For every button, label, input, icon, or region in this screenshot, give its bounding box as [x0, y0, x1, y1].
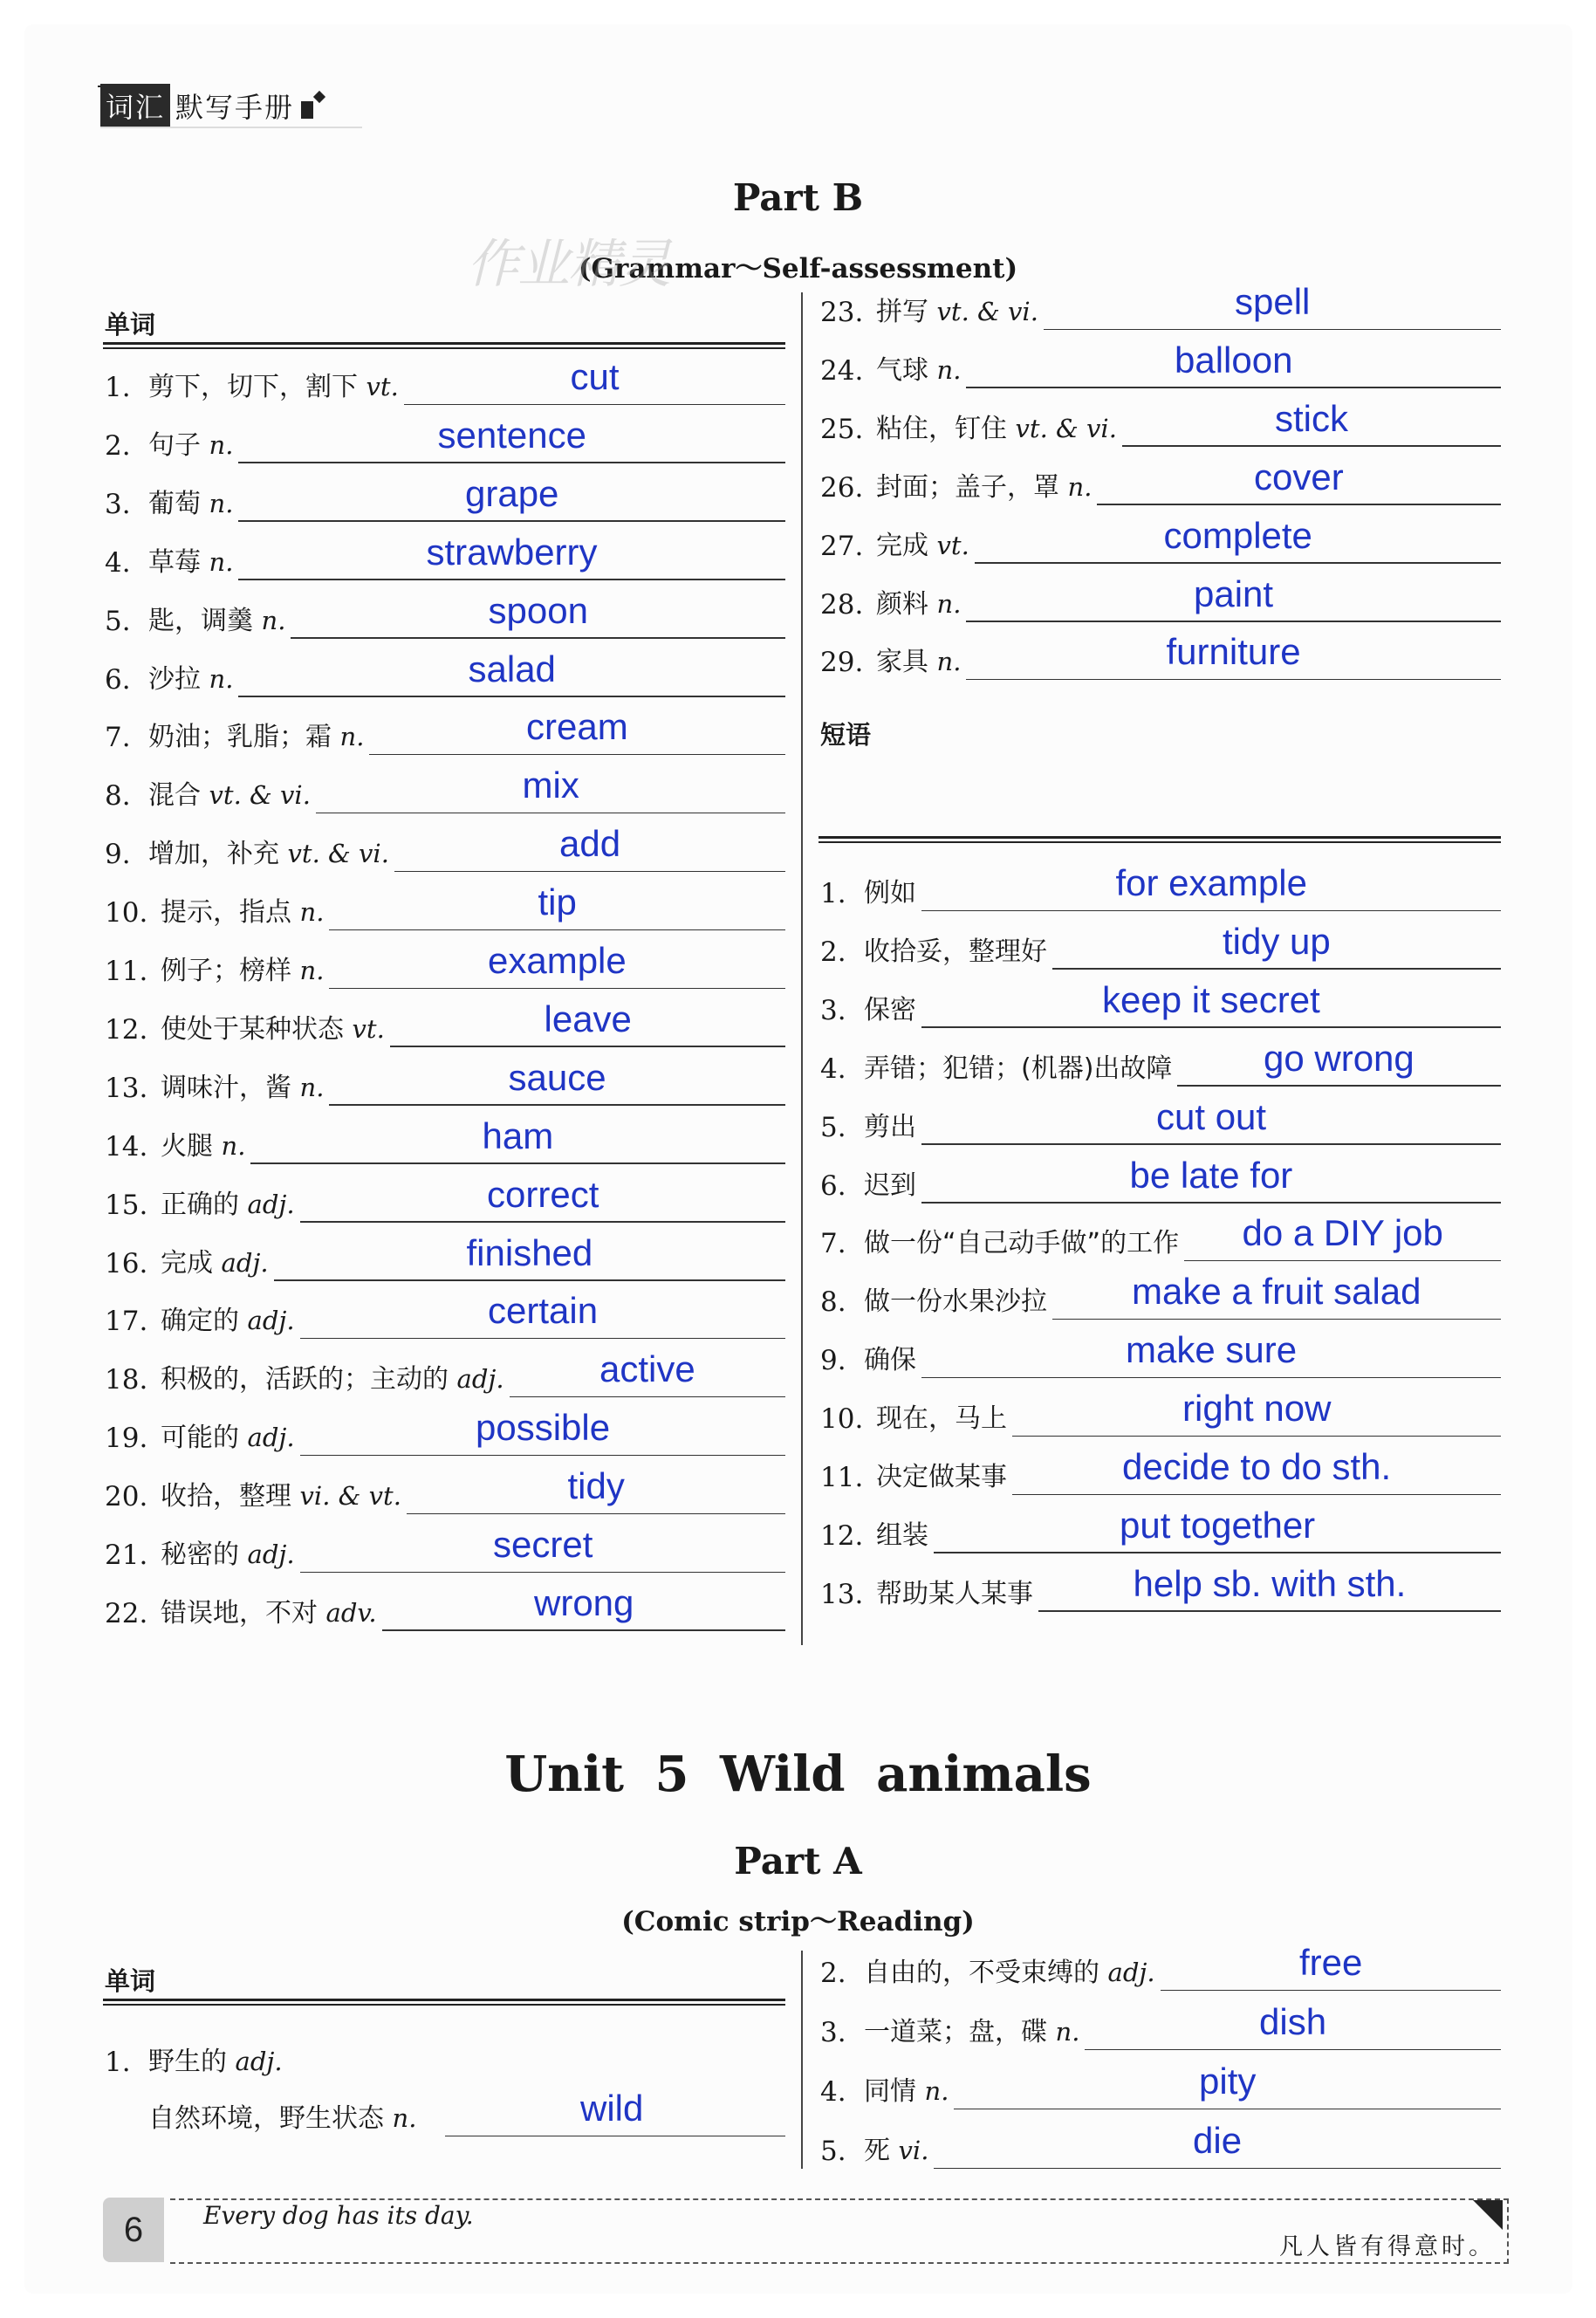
entry-number: 27. — [820, 530, 864, 562]
entry-number: 8. — [105, 780, 131, 813]
answer-line[interactable] — [1122, 445, 1501, 447]
entry-number: 24. — [820, 354, 864, 387]
vocab-entry — [820, 397, 1501, 450]
answer-text: tidy — [567, 1465, 625, 1507]
answer-text: die — [1193, 2120, 1243, 2161]
entry-number: 20. — [105, 1481, 148, 1513]
entry-label: 做一份“自己动手做”的工作 — [864, 1228, 1180, 1259]
page-number: 6 — [103, 2198, 164, 2262]
answer-line[interactable] — [1177, 1085, 1501, 1087]
entry-label: 增加，补充 vt. & vi. — [148, 839, 389, 870]
entry-number: 6. — [105, 663, 131, 696]
vocab-entry — [105, 706, 785, 758]
vocab-entry — [105, 1173, 785, 1226]
entry-label: 错误地，不对 adv. — [161, 1597, 377, 1629]
entry-number: 9. — [820, 1345, 846, 1377]
answer-text: put together — [1120, 1504, 1316, 1546]
words-heading-rule — [103, 342, 785, 349]
phrase-entry — [820, 862, 1501, 915]
entry-number: 5. — [820, 2136, 846, 2167]
answer-line[interactable] — [329, 988, 785, 990]
entry-number: 18. — [105, 1364, 148, 1396]
vocab-entry — [105, 1465, 785, 1518]
unit-title: Unit 5 Wild animals — [504, 1745, 1092, 1803]
answer-text: cut out — [1156, 1095, 1267, 1137]
vocab-entry — [105, 1407, 785, 1459]
answer-text: make sure — [1126, 1329, 1298, 1371]
entry-number: 4. — [820, 2076, 846, 2108]
entry-label: 组装 — [876, 1519, 928, 1551]
entry-label: 自由的，不受束缚的 adj. — [864, 1958, 1155, 1988]
entry-label: 火腿 n. — [161, 1130, 246, 1162]
vocab-entry — [105, 2040, 785, 2083]
entry-number: 3. — [820, 994, 846, 1026]
answer-line[interactable] — [238, 520, 785, 522]
footer-motto-chinese: 凡人皆有得意时。 — [1279, 2233, 1496, 2260]
entry-number: 11. — [105, 956, 148, 987]
entry-label: 自然环境，野生状态 n. — [148, 2103, 417, 2134]
vocab-entry — [105, 1114, 785, 1168]
vocab-entry — [820, 2061, 1501, 2113]
entry-label: 弄错；犯错；(机器)出故障 — [864, 1053, 1173, 1084]
answer-line[interactable] — [238, 696, 785, 697]
answer-text: free — [1299, 1942, 1363, 1983]
phrase-entry — [820, 1212, 1501, 1265]
entry-label: 帮助某人某事 — [876, 1578, 1033, 1609]
answer-line[interactable] — [300, 1572, 785, 1574]
phrase-entry — [820, 920, 1501, 973]
answer-line[interactable] — [510, 1396, 785, 1398]
answer-text: mix — [522, 765, 579, 806]
answer-line[interactable] — [966, 387, 1501, 388]
entry-number: 5. — [105, 605, 131, 637]
vocab-entry — [820, 514, 1501, 567]
column-divider — [801, 292, 803, 1645]
vocab-entry — [105, 414, 785, 467]
answer-line[interactable] — [1161, 1990, 1501, 1992]
answer-text: make a fruit salad — [1132, 1271, 1421, 1313]
answer-line[interactable] — [407, 1513, 785, 1515]
entry-number: 8. — [820, 1286, 846, 1319]
entry-label: 草莓 n. — [148, 546, 234, 578]
vocab-entry — [105, 765, 785, 817]
vocab-entry — [820, 339, 1501, 392]
entry-label: 积极的，活跃的；主动的 adj. — [161, 1364, 504, 1396]
answer-text: balloon — [1175, 339, 1293, 381]
watermark: 作业精灵 — [467, 234, 669, 295]
entry-number: 13. — [105, 1072, 148, 1104]
book-title: 默写手册 — [175, 91, 295, 124]
footer-motto-english: Every dog has its day. — [203, 2201, 474, 2230]
entry-label: 提示，指点 n. — [161, 897, 325, 929]
answer-text: keep it secret — [1102, 978, 1320, 1020]
answer-text: for example — [1115, 862, 1307, 903]
answer-line[interactable] — [1012, 1494, 1501, 1496]
answer-text: grape — [465, 472, 559, 514]
answer-text: ham — [482, 1114, 554, 1156]
entry-number: 3. — [820, 2017, 846, 2048]
entry-number: 14. — [105, 1130, 148, 1162]
answer-line[interactable] — [329, 929, 785, 931]
answer-text: complete — [1163, 514, 1312, 556]
vocab-entry — [820, 2001, 1501, 2054]
answer-text: decide to do sth. — [1122, 1446, 1392, 1487]
entry-label: 迟到 — [864, 1169, 916, 1201]
answer-line[interactable] — [966, 621, 1501, 622]
entry-label: 颜料 n. — [876, 588, 962, 620]
entry-number: 2. — [105, 429, 131, 462]
vocab-entry — [105, 472, 785, 525]
answer-line[interactable] — [390, 1046, 785, 1047]
phrase-entry — [820, 1504, 1501, 1557]
entry-number: 7. — [105, 722, 131, 754]
answer-line[interactable] — [238, 579, 785, 580]
unit5-words-heading: 单词 — [105, 1966, 156, 1996]
entry-label: 奶油；乳脂；霜 n. — [148, 722, 365, 753]
entry-number: 25. — [820, 413, 864, 445]
entry-number: 10. — [820, 1403, 864, 1436]
phrase-entry — [820, 1271, 1501, 1323]
entry-label: 匙，调羹 n. — [148, 605, 286, 636]
answer-text: pity — [1199, 2061, 1257, 2102]
entry-label: 确保 — [864, 1345, 916, 1376]
entry-label: 混合 vt. & vi. — [148, 780, 311, 812]
answer-line[interactable] — [274, 1279, 785, 1281]
part-a-subtitle: (Comic strip～Reading) — [621, 1906, 975, 1937]
entry-label: 沙拉 n. — [148, 663, 234, 695]
answer-line[interactable] — [1052, 968, 1501, 970]
entry-label: 正确的 adj. — [161, 1189, 295, 1220]
vocab-entry — [105, 531, 785, 584]
answer-line[interactable] — [300, 1455, 785, 1457]
part-b-subtitle: (Grammar～Self-assessment) — [578, 253, 1018, 285]
answer-line[interactable] — [300, 1338, 785, 1340]
answer-line[interactable] — [369, 754, 785, 756]
phrases-heading-rule — [819, 836, 1501, 843]
entry-number: 19. — [105, 1423, 148, 1455]
phrase-entry — [820, 1154, 1501, 1207]
answer-text: secret — [493, 1524, 593, 1565]
answer-text: do a DIY job — [1242, 1212, 1443, 1254]
answer-text: tip — [538, 881, 577, 923]
answer-line[interactable] — [329, 1104, 785, 1106]
part-b-title: Part B — [732, 176, 864, 219]
entry-label: 可能的 adj. — [161, 1423, 295, 1454]
entry-label: 调味汁，酱 n. — [161, 1072, 325, 1103]
entry-number: 29. — [820, 647, 864, 679]
answer-line[interactable] — [966, 679, 1501, 681]
entry-number: 7. — [820, 1228, 846, 1260]
answer-line[interactable] — [445, 2136, 785, 2137]
vocab-entry — [105, 1581, 785, 1635]
answer-text: salad — [468, 648, 556, 689]
entry-label: 例子；榜样 n. — [161, 956, 325, 986]
answer-text: example — [488, 940, 627, 981]
vocab-entry — [105, 823, 785, 875]
vocab-entry — [820, 573, 1501, 626]
answer-text: furniture — [1166, 631, 1301, 673]
answer-text: possible — [476, 1407, 611, 1449]
answer-line[interactable] — [300, 1221, 785, 1223]
entry-label: 确定的 adj. — [161, 1306, 295, 1337]
footer-corner-triangle — [1473, 2200, 1503, 2230]
answer-line[interactable] — [1038, 1610, 1501, 1612]
vocab-entry — [820, 631, 1501, 683]
vocab-entry — [105, 881, 785, 934]
entry-label: 完成 adj. — [161, 1247, 269, 1279]
answer-text: leave — [544, 998, 632, 1039]
answer-line[interactable] — [975, 562, 1501, 564]
entry-label: 死 vi. — [864, 2136, 929, 2166]
vocab-entry — [105, 356, 785, 408]
answer-line[interactable] — [1184, 1260, 1501, 1262]
entry-number: 26. — [820, 471, 864, 504]
entry-number: 15. — [105, 1189, 148, 1221]
answer-text: add — [559, 823, 621, 865]
entry-number: 1. — [105, 372, 131, 403]
entry-label: 拼写 vt. & vi. — [876, 297, 1038, 327]
vocab-entry — [820, 2120, 1501, 2172]
entry-number: 17. — [105, 1306, 148, 1338]
book-title-box: 词汇 — [100, 84, 170, 127]
entry-label: 葡萄 n. — [148, 488, 234, 519]
answer-text: finished — [466, 1231, 593, 1273]
unit5-words-heading-rule — [103, 1999, 785, 2006]
phrase-entry — [820, 1388, 1501, 1440]
answer-text: dish — [1259, 2001, 1327, 2042]
entry-label: 封面；盖子，罩 n. — [876, 471, 1093, 503]
entry-label: 完成 vt. — [876, 530, 969, 561]
answer-text: spoon — [488, 589, 588, 631]
entry-label: 剪出 — [864, 1111, 916, 1142]
part-a-title: Part A — [734, 1840, 862, 1883]
answer-line[interactable] — [934, 2168, 1501, 2170]
entry-number: 22. — [105, 1597, 148, 1629]
pencil-icon — [299, 91, 325, 120]
entry-label: 收拾，整理 vi. & vt. — [161, 1481, 401, 1512]
answer-text: go wrong — [1264, 1037, 1414, 1079]
header-underline — [100, 127, 362, 128]
answer-text: paint — [1194, 573, 1274, 614]
answer-text: cover — [1254, 456, 1344, 497]
answer-text: cut — [570, 356, 620, 397]
entry-label: 秘密的 adj. — [161, 1540, 295, 1570]
entry-number: 13. — [820, 1578, 864, 1610]
entry-label: 保密 — [864, 994, 916, 1025]
phrase-entry — [820, 1446, 1501, 1498]
answer-line[interactable] — [1097, 504, 1501, 505]
column-divider-unit5 — [801, 1951, 803, 2169]
entry-number: 2. — [820, 936, 846, 968]
vocab-entry — [820, 456, 1501, 509]
vocab-entry — [105, 1231, 785, 1285]
answer-line[interactable] — [921, 1377, 1501, 1379]
entry-label: 剪下，切下，割下 vt. — [148, 372, 399, 402]
words-heading: 单词 — [105, 310, 156, 339]
answer-line[interactable] — [316, 813, 785, 814]
entry-number: 5. — [820, 1111, 846, 1143]
answer-line[interactable] — [1085, 2049, 1501, 2051]
vocab-entry — [820, 281, 1501, 333]
entry-number: 10. — [105, 897, 148, 929]
answer-line[interactable] — [921, 1026, 1501, 1028]
answer-text: active — [599, 1348, 695, 1390]
entry-number: 9. — [105, 839, 131, 871]
answer-line[interactable] — [934, 1552, 1501, 1553]
answer-line[interactable] — [382, 1629, 785, 1631]
answer-line[interactable] — [954, 2109, 1501, 2110]
book-header — [100, 86, 325, 126]
answer-text: sauce — [508, 1056, 606, 1098]
answer-text: wrong — [534, 1581, 634, 1623]
entry-number: 23. — [820, 297, 864, 328]
answer-text: be late for — [1129, 1154, 1293, 1196]
entry-number: 1. — [820, 878, 846, 909]
entry-label: 一道菜；盘，碟 n. — [864, 2017, 1080, 2047]
vocab-entry — [105, 998, 785, 1051]
answer-text: spell — [1235, 281, 1311, 322]
entry-label: 气球 n. — [876, 354, 962, 386]
entry-number: 16. — [105, 1247, 148, 1279]
phrase-entry — [820, 1037, 1501, 1090]
entry-number: 21. — [105, 1540, 148, 1571]
phrases-heading: 短语 — [820, 720, 872, 750]
answer-line[interactable] — [1052, 1319, 1501, 1320]
entry-number: 6. — [820, 1169, 846, 1202]
entry-label: 收拾妥，整理好 — [864, 936, 1047, 967]
answer-line[interactable] — [1012, 1436, 1501, 1437]
answer-text: right now — [1182, 1388, 1332, 1430]
answer-line[interactable] — [921, 1202, 1501, 1204]
answer-line[interactable] — [250, 1162, 785, 1164]
entry-label: 家具 n. — [876, 647, 962, 678]
answer-line[interactable] — [291, 637, 785, 639]
entry-label: 决定做某事 — [876, 1462, 1007, 1492]
answer-text: wild — [580, 2088, 644, 2129]
entry-number: 3. — [105, 488, 131, 520]
entry-number: 2. — [820, 1958, 846, 1989]
answer-line[interactable] — [404, 404, 785, 406]
answer-text: tidy up — [1223, 920, 1331, 962]
entry-number: 4. — [820, 1053, 846, 1085]
entry-label: 粘住，钉住 vt. & vi. — [876, 413, 1117, 444]
answer-text: stick — [1275, 397, 1348, 439]
answer-text: correct — [487, 1173, 599, 1215]
vocab-entry — [820, 1942, 1501, 1994]
entry-number: 1. — [105, 2047, 131, 2078]
entry-label: 做一份水果沙拉 — [864, 1286, 1047, 1318]
vocab-entry — [105, 1524, 785, 1576]
entry-label: 野生的 adj. — [148, 2047, 283, 2077]
phrase-entry — [820, 1562, 1501, 1615]
entry-number: 12. — [820, 1519, 864, 1552]
entry-label: 同情 n. — [864, 2076, 949, 2107]
phrase-entry — [820, 1329, 1501, 1382]
answer-line[interactable] — [1044, 329, 1501, 331]
answer-text: sentence — [437, 414, 586, 456]
answer-text: cream — [526, 706, 628, 748]
answer-line[interactable] — [921, 910, 1501, 912]
entry-label: 句子 n. — [148, 429, 234, 461]
answer-text: certain — [488, 1290, 599, 1332]
entry-number: 11. — [820, 1462, 864, 1493]
answer-line[interactable] — [394, 871, 785, 873]
entry-label: 现在，马上 — [876, 1403, 1007, 1435]
phrase-entry — [820, 1095, 1501, 1149]
vocab-entry — [105, 589, 785, 642]
entry-label: 使处于某种状态 vt. — [161, 1013, 385, 1045]
vocab-entry — [105, 1348, 785, 1401]
entry-label: 例如 — [864, 878, 916, 909]
vocab-entry — [105, 2088, 785, 2140]
vocab-entry — [105, 1056, 785, 1109]
answer-line[interactable] — [238, 462, 785, 463]
vocab-entry — [105, 648, 785, 701]
entry-number: 4. — [105, 546, 131, 579]
entry-number: 28. — [820, 588, 864, 621]
phrase-entry — [820, 978, 1501, 1032]
answer-text: help sb. with sth. — [1133, 1562, 1407, 1604]
answer-text: strawberry — [426, 531, 598, 573]
vocab-entry — [105, 1290, 785, 1342]
answer-line[interactable] — [921, 1143, 1501, 1145]
entry-number: 12. — [105, 1013, 148, 1046]
vocab-entry — [105, 940, 785, 992]
